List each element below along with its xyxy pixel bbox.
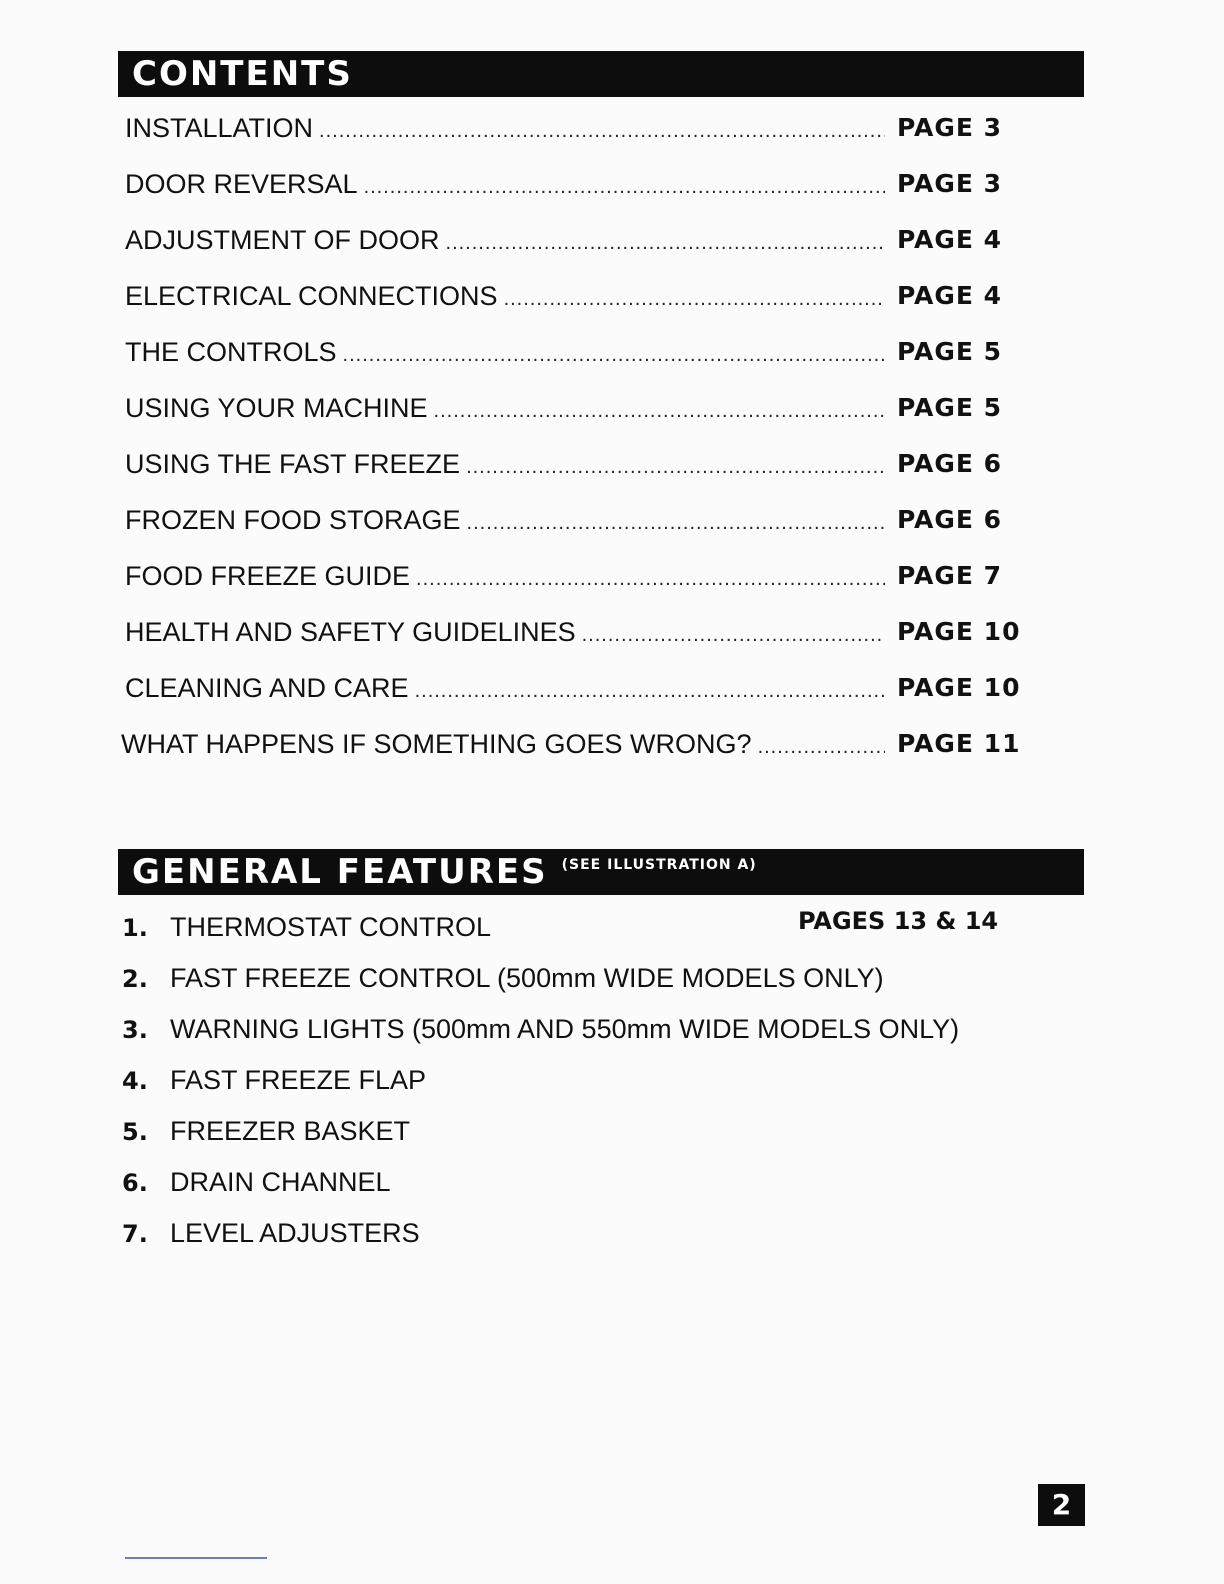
feature-label: WARNING LIGHTS (500mm AND 550mm WIDE MODELS ONLY) <box>170 1014 960 1044</box>
general-features-header <box>118 849 1084 895</box>
toc-entry-page: PAGE 6 <box>897 505 1003 534</box>
toc-entry[interactable] <box>125 334 885 370</box>
toc-entry[interactable] <box>125 390 885 426</box>
feature-item <box>122 1215 420 1251</box>
feature-number: 4. <box>122 1067 148 1095</box>
toc-entry-page: PAGE 11 <box>897 729 1021 758</box>
feature-number: 5. <box>122 1118 148 1146</box>
feature-item <box>122 1164 391 1200</box>
toc-leader-dots <box>319 113 885 149</box>
toc-entry[interactable] <box>121 726 885 762</box>
toc-leader-dots <box>343 337 885 373</box>
feature-label: FREEZER BASKET <box>170 1116 411 1146</box>
toc-entry-label: ELECTRICAL CONNECTIONS <box>125 281 498 311</box>
toc-entry-page: PAGE 3 <box>897 113 1003 142</box>
feature-number: 2. <box>122 965 148 993</box>
toc-entry-page: PAGE 4 <box>897 281 1003 310</box>
toc-entry-label: USING YOUR MACHINE <box>125 393 428 423</box>
contents-header <box>118 51 1084 97</box>
toc-entry[interactable] <box>125 110 885 146</box>
toc-entry-label: CLEANING AND CARE <box>125 673 409 703</box>
toc-entry-label: FOOD FREEZE GUIDE <box>125 561 411 591</box>
toc-entry[interactable] <box>125 558 885 594</box>
feature-number: 6. <box>122 1169 148 1197</box>
toc-entry-page: PAGE 5 <box>897 337 1003 366</box>
feature-item <box>122 1062 426 1098</box>
toc-leader-dots <box>434 393 885 429</box>
feature-number: 7. <box>122 1220 148 1248</box>
toc-leader-dots <box>504 281 885 317</box>
feature-number: 3. <box>122 1016 148 1044</box>
toc-entry-label: DOOR REVERSAL <box>125 169 358 199</box>
toc-entry-label: INSTALLATION <box>125 113 314 143</box>
toc-leader-dots <box>415 673 885 709</box>
feature-item <box>122 1011 959 1047</box>
contents-title: CONTENTS <box>132 54 353 94</box>
toc-entry-label: ADJUSTMENT OF DOOR <box>125 225 440 255</box>
toc-entry-page: PAGE 10 <box>897 617 1021 646</box>
toc-entry[interactable] <box>125 166 885 202</box>
feature-label: THERMOSTAT CONTROL <box>170 912 492 942</box>
toc-entry-page: PAGE 7 <box>897 561 1003 590</box>
toc-entry-label: FROZEN FOOD STORAGE <box>125 505 461 535</box>
toc-leader-dots <box>582 617 885 653</box>
toc-entry-page: PAGE 10 <box>897 673 1021 702</box>
page-number: 2 <box>1038 1484 1085 1526</box>
feature-item <box>122 960 884 996</box>
features-pages-reference: PAGES 13 & 14 <box>798 907 999 935</box>
toc-entry[interactable] <box>125 446 885 482</box>
toc-entry[interactable] <box>125 614 885 650</box>
general-features-title: GENERAL FEATURES <box>132 852 548 892</box>
feature-item <box>122 909 491 945</box>
toc-entry-page: PAGE 3 <box>897 169 1003 198</box>
toc-entry-label: WHAT HAPPENS IF SOMETHING GOES WRONG? <box>121 729 752 759</box>
toc-leader-dots <box>364 169 885 205</box>
toc-leader-dots <box>466 449 885 485</box>
feature-label: FAST FREEZE FLAP <box>170 1065 427 1095</box>
feature-number: 1. <box>122 914 148 942</box>
toc-entry-page: PAGE 5 <box>897 393 1003 422</box>
toc-leader-dots <box>758 729 885 765</box>
toc-entry-label: THE CONTROLS <box>125 337 337 367</box>
feature-label: FAST FREEZE CONTROL (500mm WIDE MODELS ONLY) <box>170 963 884 993</box>
toc-entry-page: PAGE 4 <box>897 225 1003 254</box>
toc-leader-dots <box>446 225 885 261</box>
feature-item <box>122 1113 410 1149</box>
toc-entry[interactable] <box>125 670 885 706</box>
footer-rule <box>125 1557 267 1559</box>
toc-entry-label: HEALTH AND SAFETY GUIDELINES <box>125 617 576 647</box>
feature-label: LEVEL ADJUSTERS <box>170 1218 420 1248</box>
toc-entry[interactable] <box>125 502 885 538</box>
toc-leader-dots <box>467 505 885 541</box>
toc-entry[interactable] <box>125 222 885 258</box>
toc-entry-label: USING THE FAST FREEZE <box>125 449 461 479</box>
toc-leader-dots <box>416 561 885 597</box>
toc-entry[interactable] <box>125 278 885 314</box>
general-features-subtitle: (SEE ILLUSTRATION A) <box>561 857 757 873</box>
toc-entry-page: PAGE 6 <box>897 449 1003 478</box>
feature-label: DRAIN CHANNEL <box>170 1167 391 1197</box>
